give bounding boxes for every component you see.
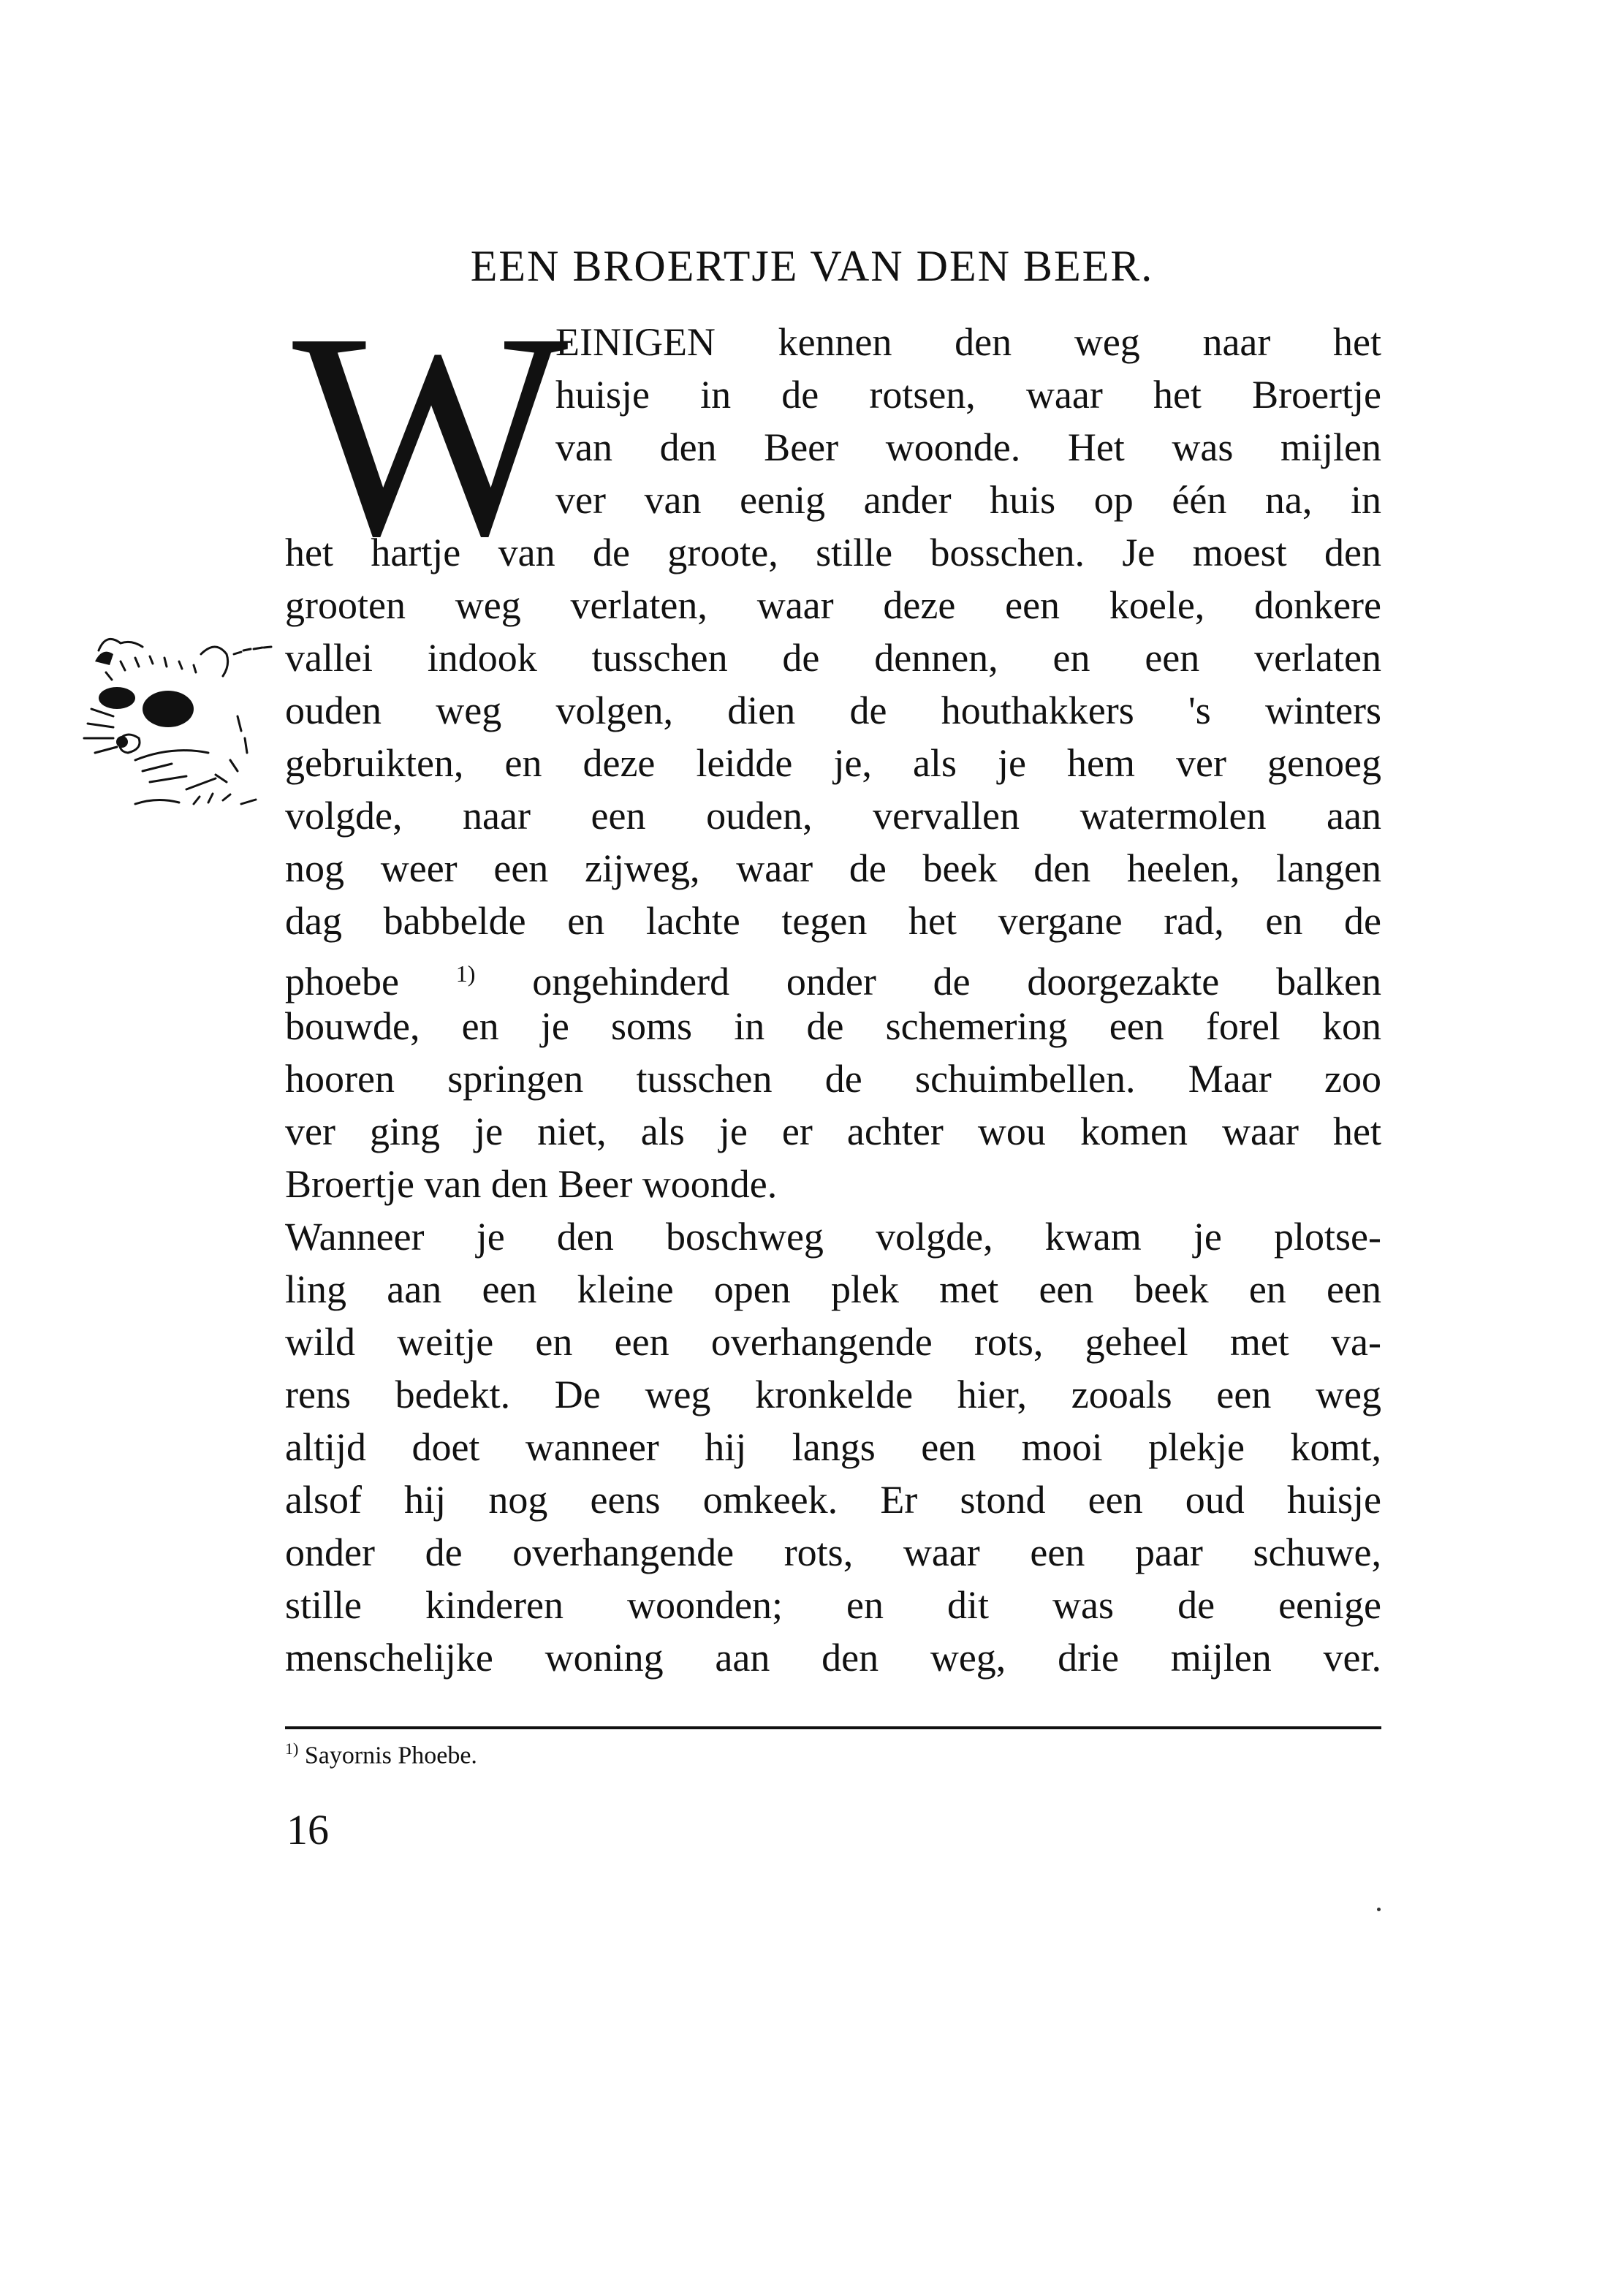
line-text: menschelijke woning aan den weg, drie mijlen ver.	[285, 1636, 1381, 1680]
speck	[1377, 1908, 1381, 1911]
line-text: rens bedekt. De weg kronkelde hier, zooals een weg	[285, 1373, 1381, 1416]
text-line	[285, 1000, 1381, 1052]
text-line	[285, 947, 1382, 1003]
line-text: EINIGEN kennen den weg naar het	[555, 320, 1381, 364]
text-line	[285, 1052, 1381, 1105]
footnote-divider	[285, 1726, 1381, 1729]
text-line	[555, 474, 1381, 526]
text-line	[555, 316, 1381, 368]
footnote-marker: 1)	[285, 1739, 299, 1758]
text-line	[285, 1158, 1381, 1210]
line-text: bouwde, en je soms in de schemering een forel kon	[285, 1004, 1381, 1048]
text-line	[285, 1579, 1381, 1631]
footnote-text: Sayornis Phoebe.	[304, 1742, 477, 1769]
line-text: grooten weg verlaten, waar deze een koele, donkere	[285, 583, 1381, 627]
text-line	[285, 631, 1381, 684]
chapter-title: EEN BROERTJE VAN DEN BEER.	[470, 242, 1154, 290]
text-line	[285, 684, 1381, 737]
text-line	[555, 421, 1381, 474]
text-line	[285, 1421, 1381, 1473]
line-text: het hartje van de groote, stille bosschen. Je moest den	[285, 531, 1381, 574]
text-word: phoebe	[285, 960, 399, 1003]
text-line	[285, 1368, 1381, 1421]
line-text: ver van eenig ander huis op één na, in	[555, 478, 1381, 522]
page-number: 16	[287, 1806, 329, 1854]
text-line	[285, 1473, 1381, 1526]
line-text: hooren springen tusschen de schuimbellen. Maar zoo	[285, 1057, 1381, 1101]
line-text: stille kinderen woonden; en dit was de eenige	[285, 1583, 1381, 1627]
text-line	[285, 1316, 1381, 1368]
line-text: altijd doet wanneer hij langs een mooi plekje komt,	[285, 1425, 1381, 1469]
footnote	[285, 1739, 477, 1769]
text-line	[285, 842, 1381, 895]
text-line	[285, 526, 1381, 579]
text-line	[285, 737, 1381, 789]
line-text: huisje in de rotsen, waar het Broertje	[555, 373, 1381, 417]
line-text: onder de overhangende rots, waar een paar schuwe,	[285, 1530, 1381, 1574]
line-text: Wanneer je den boschweg volgde, kwam je plotse-	[285, 1215, 1381, 1259]
line-text: ouden weg volgen, dien de houthakkers 's winters	[285, 688, 1381, 732]
text-line	[285, 895, 1381, 947]
line-text: wild weitje en een overhangende rots, geheel met va-	[285, 1320, 1381, 1364]
line-text: ver ging je niet, als je er achter wou komen waar het	[285, 1109, 1381, 1153]
text-line	[285, 1631, 1381, 1684]
line-text: van den Beer woonde. Het was mijlen	[555, 425, 1381, 469]
footnote-reference[interactable]: 1)	[455, 960, 476, 987]
line-text: dag babbelde en lachte tegen het vergane rad, en de	[285, 899, 1381, 943]
text-line	[285, 789, 1381, 842]
line-text: nog weer een zijweg, waar de beek den heelen, langen	[285, 846, 1381, 890]
line-text: ling aan een kleine open plek met een beek en een	[285, 1267, 1381, 1311]
text-line	[285, 579, 1381, 631]
text-line	[285, 1210, 1381, 1263]
line-text: vallei indook tusschen de dennen, en een verlaten	[285, 636, 1381, 680]
line-text: volgde, naar een ouden, vervallen watermolen aan	[285, 794, 1381, 838]
text-segment: ongehinderd onder de doorgezakte balken	[532, 960, 1382, 1003]
text-line	[285, 1263, 1381, 1316]
text-line	[285, 1526, 1381, 1579]
drop-cap: W	[292, 273, 569, 596]
text-line	[285, 1105, 1381, 1158]
raccoon-illustration	[77, 621, 285, 819]
line-text: gebruikten, en deze leidde je, als je hem ver genoeg	[285, 741, 1381, 785]
line-text: alsof hij nog eens omkeek. Er stond een oud huisje	[285, 1478, 1381, 1522]
text-line	[555, 368, 1381, 421]
line-text: Broertje van den Beer woonde.	[285, 1162, 778, 1206]
